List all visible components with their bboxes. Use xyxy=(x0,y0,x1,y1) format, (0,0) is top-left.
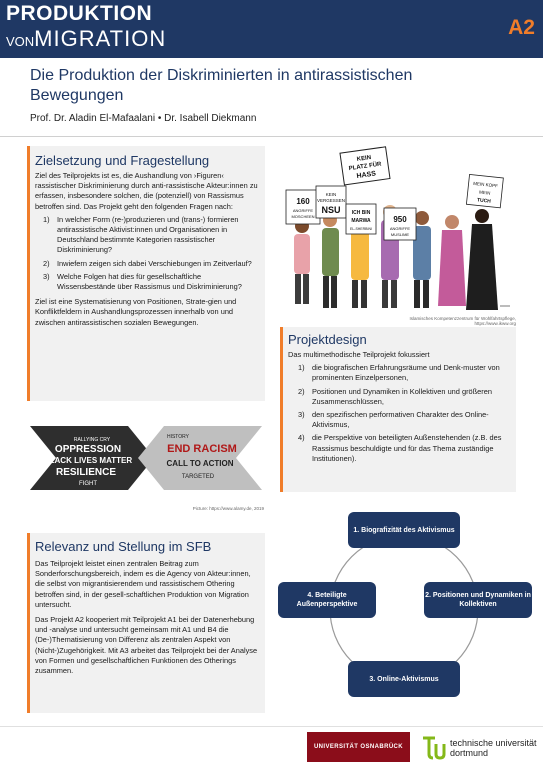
zielsetzung-box xyxy=(27,146,265,401)
zielsetzung-outro: Ziel ist eine Systematisierung von Positionen, Strate-gien und Konfliktfeldern in Aushandlungsprozessen innerhalb von und zwischen antirassistischen sozialen Bewegungen. xyxy=(35,297,237,327)
page-title: Die Produktion der Diskriminierten in antirassistischen Bewegungen xyxy=(30,67,413,104)
design-item: 1) die biografischen Erfahrungsräume und Denk-muster von prominenten Einzelpersonen, xyxy=(298,363,500,383)
svg-text:ANGRIFFE: ANGRIFFE xyxy=(292,208,314,213)
authors: Prof. Dr. Aladin El-Mafaalani • Dr. Isabell Diekmann xyxy=(30,113,257,124)
projektdesign-intro: Das multimethodische Teilprojekt fokussiert xyxy=(288,350,430,359)
cycle-node-4: 4. Beteiligte Außenperspektive xyxy=(278,582,376,618)
sign-160 xyxy=(286,190,320,224)
projektdesign-heading: Projektdesign xyxy=(288,332,367,347)
project-code: A2 xyxy=(508,16,535,39)
svg-text:ANGRIFFE: ANGRIFFE xyxy=(389,226,411,231)
divider xyxy=(0,136,543,137)
word-end-racism: END RACISM xyxy=(167,443,237,455)
design-list xyxy=(288,363,512,464)
word-fight: FIGHT xyxy=(79,481,97,487)
box-accent xyxy=(27,533,30,713)
svg-text:ICH BIN: ICH BIN xyxy=(351,210,371,216)
zielsetzung-intro: Ziel des Teilprojekts ist es, die Aushandlung von ›Figuren‹ rassistischer Diskriminierung durch anti-rassistische Akteur:innen zu erfassen, insbesondere solchen, die (potenziell) von Rassismus betroffen sind. Das Projekt geht den folgenden Fragen nach: xyxy=(35,171,258,211)
svg-text:PLATZ FÜR: PLATZ FÜR xyxy=(348,161,382,173)
brand-migration: MIGRATION xyxy=(34,26,167,51)
tu-line2: dortmund xyxy=(450,748,489,758)
svg-text:MEIN: MEIN xyxy=(478,189,491,196)
relevanz-box xyxy=(27,533,265,713)
protest-illustration-svg xyxy=(280,146,516,322)
tu-line1: technische universität xyxy=(450,738,537,748)
svg-text:MUSLIME: MUSLIME xyxy=(390,232,410,237)
wordcloud-caption: Picture: https://www.alamy.de, 2019 xyxy=(192,506,264,511)
word-call-to-action: CALL TO ACTION xyxy=(166,459,234,468)
projektdesign-box xyxy=(280,327,516,492)
word-targeted: TARGETED xyxy=(181,474,215,480)
brand-line1: PRODUKTION xyxy=(6,2,153,25)
relevanz-heading: Relevanz und Stellung im SFB xyxy=(35,539,212,554)
sign-mein-kopf xyxy=(466,174,503,207)
svg-text:KEIN: KEIN xyxy=(325,192,337,197)
svg-text:NSU: NSU xyxy=(321,205,341,215)
svg-text:MOSCHEEN: MOSCHEEN xyxy=(291,214,315,219)
word-resilience: RESILIENCE xyxy=(55,467,117,478)
relevanz-paragraph-1: Das Teilprojekt leistet einen zentralen Beitrag zum Sonderforschungsbereich, indem es die Agency von Akteur:innen, die selbst von migrantisierendem und rassistischem Othering betroffen sind, in der gesell-schaftlichen Produktion von Migration untersucht. xyxy=(35,559,251,609)
tu-logo-icon xyxy=(420,734,446,760)
svg-text:160: 160 xyxy=(296,197,310,206)
word-history: HISTORY xyxy=(166,434,190,440)
question-item: 1) In welcher Form (re-)produzieren und (trans-) formieren antirassistische Aktivist:innen und Organisationen in Deutschland bestimmte Kategorien rassistischer Diskriminierung? xyxy=(43,214,239,255)
design-item: 4) die Perspektive von beteiligten Außenstehenden (z.B. des Rassismus beschuldigte und für das Thema zuständige Institutionen). xyxy=(298,433,502,463)
svg-text:MEIN KOPF: MEIN KOPF xyxy=(472,180,499,189)
svg-text:TUCH: TUCH xyxy=(476,197,492,205)
sign-950 xyxy=(384,208,416,240)
box-accent xyxy=(27,146,30,401)
sign-kein-platz xyxy=(340,147,390,185)
brand-line2 xyxy=(6,26,166,52)
header-banner xyxy=(0,0,543,58)
svg-text:HASS: HASS xyxy=(356,170,377,181)
uos-logo: UNIVERSITÄT OSNABRÜCK xyxy=(307,732,410,762)
brand-von: VON xyxy=(6,34,35,49)
svg-text:VERGESSEN: VERGESSEN xyxy=(316,198,346,203)
box-accent xyxy=(280,327,283,492)
question-item: 3) Welche Folgen hat dies für gesellschaftliche Wissensbestände über Rassismus und Diskriminierung? xyxy=(43,271,242,292)
illustration-caption: Islamisches Kompetenzzentrum für Wohlfahrtspflege, https://www.ikww.org xyxy=(409,316,516,326)
question-item: 2) Inwiefern zeigen sich dabei Verschiebungen im Zeitverlauf? xyxy=(43,258,252,268)
wordcloud-image xyxy=(28,406,264,512)
cycle-node-3: 3. Online-Aktivismus xyxy=(348,661,460,697)
svg-text:KEIN: KEIN xyxy=(356,154,372,163)
svg-text:EL-SHERBINI: EL-SHERBINI xyxy=(350,227,372,231)
zielsetzung-heading: Zielsetzung und Fragestellung xyxy=(35,153,210,168)
word-blm: BLACK LIVES MATTER xyxy=(43,456,133,465)
word-oppression: OPPRESSION xyxy=(54,444,122,455)
design-item: 3) den spezifischen performativen Charakter des Online-Aktivismus, xyxy=(298,410,489,430)
word-rallying: RALLYING CRY xyxy=(73,437,111,443)
svg-text:950: 950 xyxy=(393,215,407,224)
cycle-node-2: 2. Positionen und Dynamiken in Kollektiven xyxy=(424,582,532,618)
question-list xyxy=(35,215,261,292)
wordcloud-svg xyxy=(28,406,264,512)
sign-nsu xyxy=(316,186,346,218)
sign-marwa xyxy=(346,204,376,234)
relevanz-paragraph-2: Das Projekt A2 kooperiert mit Teilprojekt A1 bei der Datenerhebung und -analyse und untersucht gemeinsam mit A1 und B4 die (De-)Thematisierung von Differenz als zentralen Aspekt von (Nicht-)Zugehörigkeit. Mit A3 arbeitet das Teilprojekt bei der Analyse von Formen und gesellschaftlichen Funktionen des Otherings zusammen. xyxy=(35,615,258,676)
protest-illustration xyxy=(280,146,516,322)
design-item: 2) Positionen und Dynamiken in Kollektiven und größeren Zusammenschlüssen, xyxy=(298,386,492,406)
tu-text xyxy=(450,738,537,758)
svg-text:MARWA: MARWA xyxy=(351,218,371,224)
cycle-node-1: 1. Biografizität des Aktivismus xyxy=(348,512,460,548)
